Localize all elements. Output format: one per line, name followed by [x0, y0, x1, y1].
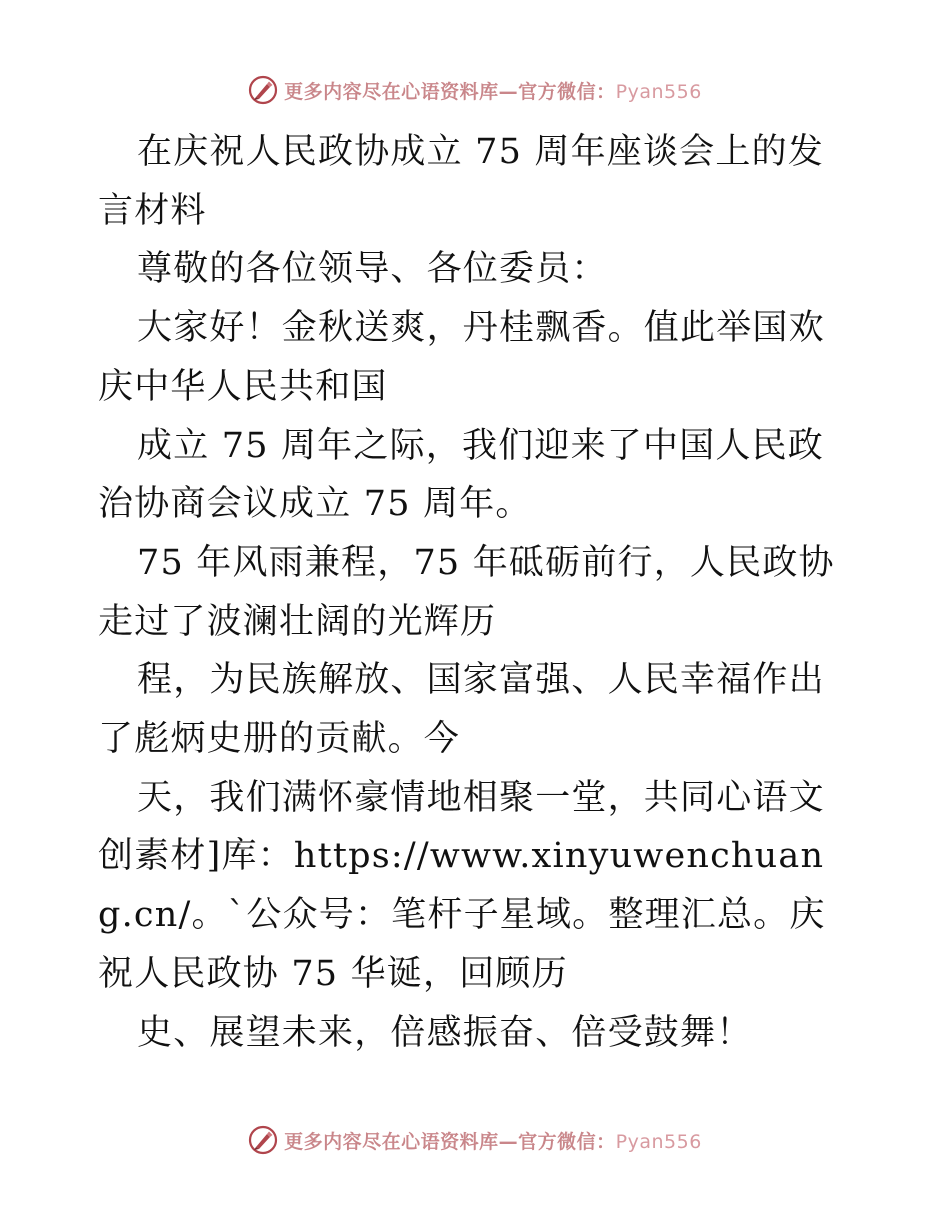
watermark-handle: Pyan556	[615, 80, 702, 103]
pen-logo-icon	[248, 1125, 278, 1155]
document-title: 在庆祝人民政协成立 75 周年座谈会上的发言材料	[98, 132, 824, 231]
paragraph: 史、展望未来，倍感振奋、倍受鼓舞！	[137, 1012, 753, 1053]
watermark-handle: Pyan556	[615, 1130, 702, 1153]
header-watermark	[0, 72, 950, 108]
paragraph: 大家好！金秋送爽，丹桂飘香。值此举国欢庆中华人民共和国	[98, 308, 825, 407]
salutation: 尊敬的各位领导、各位委员：	[137, 249, 608, 290]
paragraph: 75 年风雨兼程，75 年砥砺前行，人民政协走过了波澜壮阔的光辉历	[98, 542, 835, 642]
watermark-label: 更多内容尽在心语资料库—官方微信：	[284, 1130, 616, 1153]
watermark-text	[284, 77, 702, 104]
watermark-label: 更多内容尽在心语资料库—官方微信：	[284, 80, 616, 103]
watermark-text	[284, 1127, 702, 1154]
paragraph: 程，为民族解放、国家富强、人民幸福作出了彪炳史册的贡献。今	[98, 660, 825, 760]
paragraph: 成立 75 周年之际，我们迎来了中国人民政治协商会议成立 75 周年。	[98, 425, 824, 525]
document-body	[98, 123, 854, 1062]
footer-watermark	[0, 1122, 950, 1158]
paragraph: 天，我们满怀豪情地相聚一堂，共同心语文创素材]库：https://www.xinyuwenchuang.cn/。`公众号：笔杆子星域。整理汇总。庆祝人民政协 75 华诞，回顾历	[98, 777, 826, 994]
pen-logo-icon	[248, 75, 278, 105]
